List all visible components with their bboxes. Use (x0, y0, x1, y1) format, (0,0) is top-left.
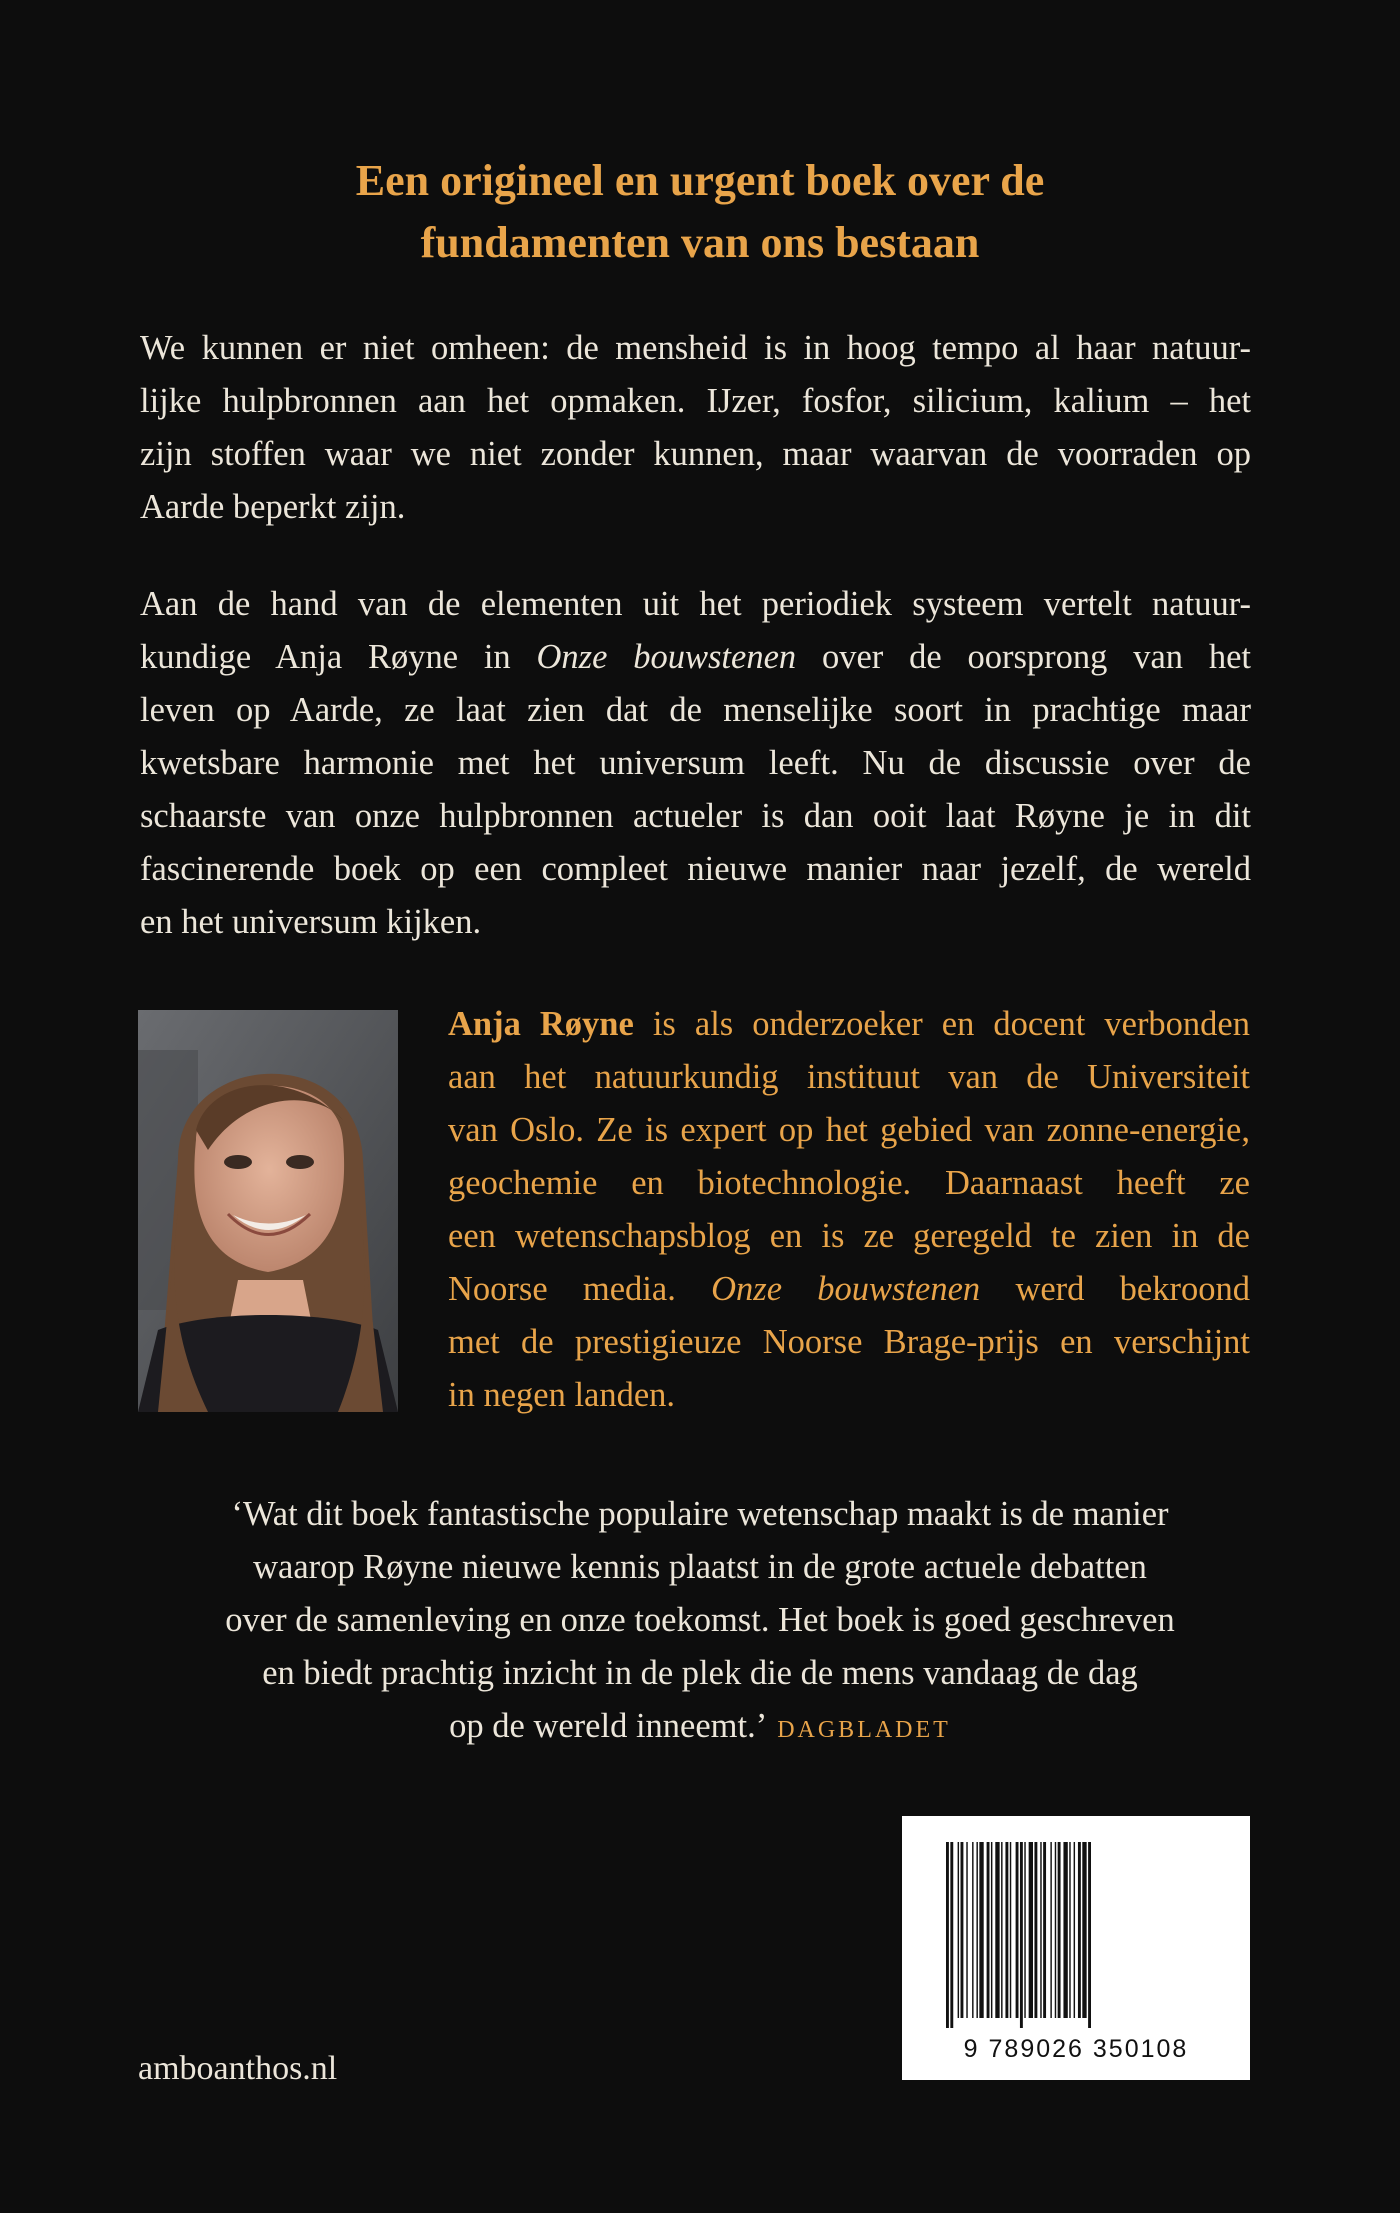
bio-line: van Oslo. Ze is expert op het gebied van zonne-energie, (448, 1111, 1250, 1149)
quote-line: waarop Røyne nieuwe kennis plaatst in de grote actuele debatten (253, 1548, 1147, 1586)
intro-line: lijke hulpbronnen aan het opmaken. IJzer, fosfor, silicium, kalium – het (140, 382, 1251, 420)
quote-line: over de samenleving en onze toekomst. Het boek is goed geschreven (225, 1601, 1175, 1639)
barcode-bar (1016, 1842, 1019, 2018)
bio-line: geochemie en biotechnologie. Daarnaast heeft ze (448, 1164, 1250, 1202)
author-bio (448, 998, 1250, 1422)
bio-book-title: Onze bouwstenen (711, 1270, 981, 1308)
barcode-bar (1029, 1842, 1033, 2018)
barcode-bar (1074, 1842, 1075, 2018)
barcode-bar (995, 1842, 999, 2018)
book-title: Onze bouwstenen (536, 638, 797, 676)
bio-line: in negen landen. (448, 1376, 676, 1414)
description-line: fascinerende boek op een compleet nieuwe manier naar jezelf, de wereld (140, 850, 1251, 888)
barcode-bar (1063, 1842, 1067, 2018)
barcode-bars (946, 1842, 1206, 2028)
bio-line: een wetenschapsblog en is ze geregeld te zien in de (448, 1217, 1250, 1255)
barcode-bar (1034, 1842, 1037, 2018)
barcode-bar (1010, 1842, 1011, 2018)
headline-line-1: Een origineel en urgent boek over de (355, 156, 1045, 205)
cover-headline (140, 150, 1260, 274)
quote-source: DAGBLADET (777, 1717, 951, 1743)
author-photo (138, 1010, 398, 1412)
bio-line: aan het natuurkundig instituut van de Universiteit (448, 1058, 1250, 1096)
barcode-bar (1088, 1842, 1091, 2028)
description-line: Aan de hand van de elementen uit het periodiek systeem vertelt natuur- (140, 585, 1251, 623)
barcode-bar (950, 1842, 953, 2028)
barcode-bar (1001, 1842, 1002, 2018)
description-line: kwetsbare harmonie met het universum leeft. Nu de discussie over de (140, 744, 1251, 782)
description-line: leven op Aarde, ze laat zien dat de menselijke soort in prachtige maar (140, 691, 1251, 729)
barcode-bar (946, 1842, 949, 2028)
bio-text: is als onderzoeker en docent verbonden (633, 1005, 1250, 1043)
barcode (902, 1816, 1250, 2080)
barcode-bar (1020, 1842, 1023, 2028)
barcode-bar (987, 1842, 990, 2018)
intro-line: We kunnen er niet omheen: de mensheid is in hoog tempo al haar natuur- (140, 329, 1251, 367)
barcode-bar (961, 1842, 964, 2018)
barcode-bar (1082, 1842, 1086, 2018)
barcode-bar (1043, 1842, 1046, 2018)
bio-text: werd bekroond (980, 1270, 1250, 1308)
intro-paragraph (140, 322, 1251, 534)
barcode-bar (1050, 1842, 1051, 2018)
author-name: Anja Røyne (448, 1005, 634, 1043)
quote-text: op de wereld inneemt.’ (449, 1707, 768, 1745)
barcode-bar (972, 1842, 973, 2018)
isbn-number: 9 789026 350108 (963, 2035, 1189, 2063)
intro-line: zijn stoffen waar we niet zonder kunnen, maar waarvan de voorraden op (140, 435, 1251, 473)
barcode-bar (1069, 1842, 1070, 2018)
publisher-website: amboanthos.nl (138, 2050, 338, 2087)
barcode-bar (1005, 1842, 1008, 2018)
quote-line: en biedt prachtig inzicht in de plek die de mens vandaag de dag (262, 1654, 1138, 1692)
quote-line (140, 1700, 1260, 1757)
bio-text: Noorse media. (448, 1270, 712, 1308)
barcode-bar (979, 1842, 983, 2018)
description-text: over de oorsprong van het (796, 638, 1251, 676)
intro-line: Aarde beperkt zijn. (140, 488, 406, 526)
barcode-bar (1024, 1842, 1025, 2018)
barcode-bar (966, 1842, 967, 2018)
description-line: en het universum kijken. (140, 903, 482, 941)
description-line (140, 631, 1251, 684)
barcode-bar (991, 1842, 992, 2018)
review-quote (140, 1488, 1260, 1757)
barcode-bar (1040, 1842, 1041, 2018)
description-paragraph (140, 578, 1251, 949)
barcode-bar (976, 1842, 977, 2018)
description-text: kundige Anja Røyne in (140, 638, 537, 676)
barcode-bar (958, 1842, 959, 2018)
bio-line: met de prestigieuze Noorse Brage-prijs en verschijnt (448, 1323, 1250, 1361)
bio-line (448, 998, 1250, 1051)
author-portrait-image (138, 1010, 398, 1412)
barcode-bar (1058, 1842, 1061, 2018)
description-line: schaarste van onze hulpbronnen actueler is dan ooit laat Røyne je in dit (140, 797, 1251, 835)
barcode-bar (1055, 1842, 1056, 2018)
bio-line (448, 1263, 1250, 1316)
quote-line: ‘Wat dit boek fantastische populaire wetenschap maakt is de manier (231, 1495, 1169, 1533)
headline-line-2: fundamenten van ons bestaan (420, 218, 980, 267)
barcode-bar (1078, 1842, 1081, 2018)
